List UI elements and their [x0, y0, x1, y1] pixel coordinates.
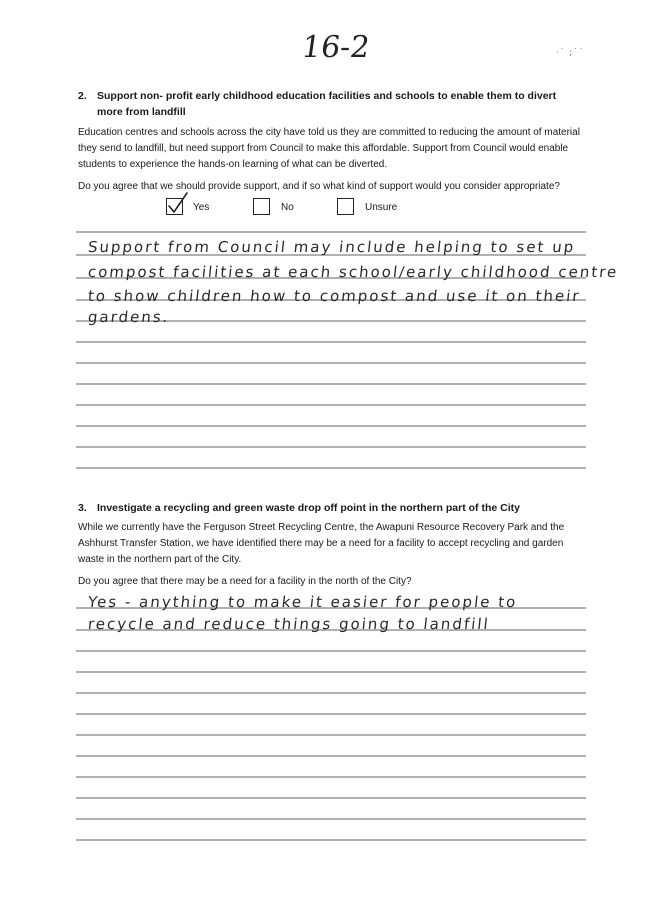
- corner-marks: ·˙ ;˙˙: [556, 48, 585, 58]
- no-label: No: [281, 202, 294, 213]
- question-3-number: 3.: [78, 502, 87, 514]
- question-3-title: Investigate a recycling and green waste drop off point in the northern part of the City: [97, 502, 520, 514]
- question-2-prompt: Do you agree that we should provide support, and if so what kind of support would you consider appropriate?: [78, 181, 560, 192]
- question-2-title: Support non- profit early childhood education facilities and schools to enable them to divert more from landfill: [97, 90, 557, 118]
- question-3-answer-area[interactable]: [76, 608, 586, 840]
- question-2-answer-line-2: compost facilities at each school/early childhood centre: [87, 263, 620, 281]
- yes-label: Yes: [193, 202, 210, 213]
- question-3-answer-line-1: Yes - anything to make it easier for people to: [87, 593, 519, 611]
- question-2-number: 2.: [78, 90, 87, 102]
- question-3-prompt: Do you agree that there may be a need for a facility in the north of the City?: [78, 576, 412, 587]
- question-2-answer-line-3: to show children how to compost and use it on their: [87, 287, 582, 305]
- page-number: 16-2: [299, 30, 372, 65]
- question-2-answer-area[interactable]: [76, 232, 586, 468]
- question-2-body: Education centres and schools across the city have told us they are committed to reducing the amount of material they send to landfill, but need support from Council to make this affordable. Support from Council would enable students to experience the hands-on learning of what can be diverted.: [78, 127, 580, 170]
- question-3-body: While we currently have the Ferguson Street Recycling Centre, the Awapuni Resource Recovery Park and the Ashhurst Transfer Station, we have identified there may be a need for a facility to accept recycling and garden waste in the northern part of the City.: [78, 522, 565, 565]
- unsure-label: Unsure: [365, 202, 398, 213]
- question-3-answer-line-2: recycle and reduce things going to landfill: [87, 615, 491, 633]
- question-2-answer-line-1: Support from Council may include helping to set up: [87, 238, 577, 256]
- question-2-answer-line-4: gardens.: [87, 308, 171, 326]
